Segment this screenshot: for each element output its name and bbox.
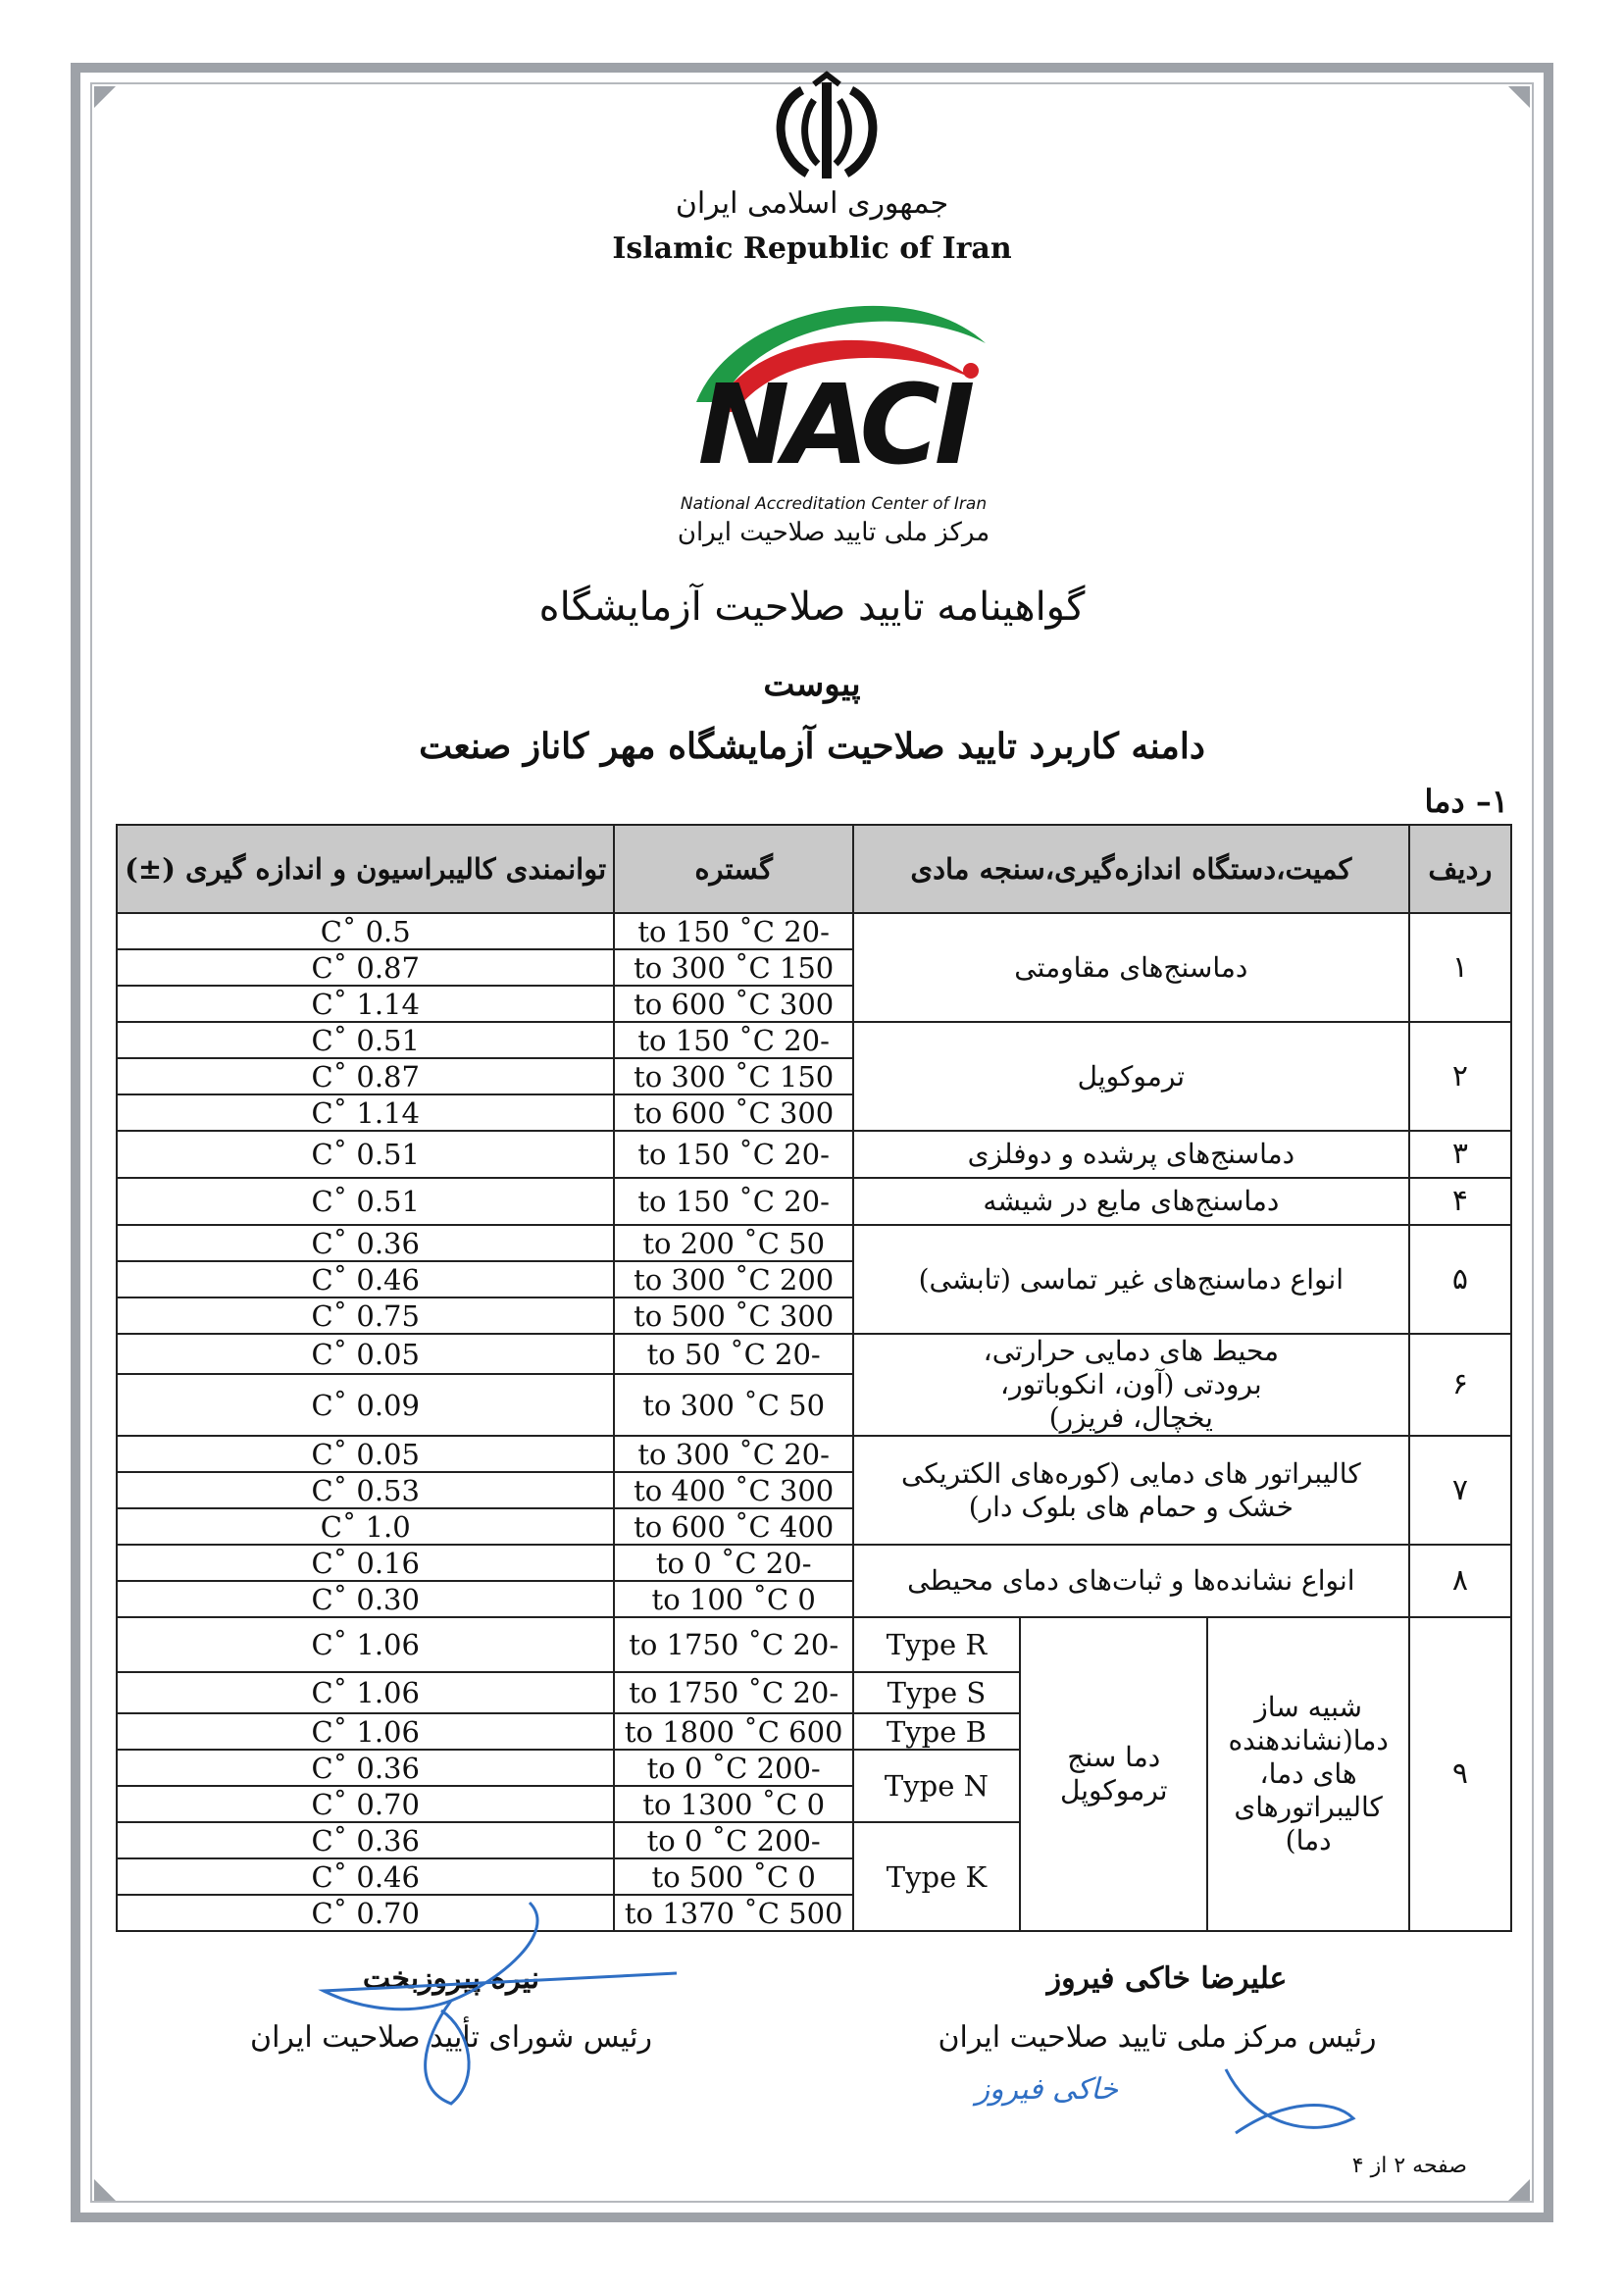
cmc-cell: 0.51 ˚C	[117, 1178, 614, 1225]
quantity-cell: کالیبراتور های دمایی (کوره‌های الکتریکی خشک و حمام های بلوک دار)	[853, 1436, 1409, 1545]
quantity-cell: دماسنج‌های پرشده و دوفلزی	[853, 1131, 1409, 1178]
thermocouple-type-cell: Type S	[853, 1672, 1020, 1713]
cmc-cell: 0.5 ˚C	[117, 913, 614, 949]
range-cell: 150 to 300 ˚C	[614, 949, 852, 986]
handwritten-signature-text: خاکی فیروز	[975, 2072, 1118, 2107]
signatory-left-title: رئیس شورای تأیید صلاحیت ایران	[250, 2020, 652, 2055]
section-title: ۱– دما	[1424, 783, 1508, 820]
naci-name-fa: مرکز ملی تایید صلاحیت ایران	[677, 518, 990, 547]
range-cell: 0 to 1300 ˚C	[614, 1786, 852, 1822]
cmc-cell: 0.30 ˚C	[117, 1581, 614, 1617]
row-number: ۳	[1409, 1131, 1511, 1178]
table-row	[117, 1436, 1511, 1472]
range-cell: 300 to 400 ˚C	[614, 1472, 852, 1508]
quantity-cell: محیط های دمایی حرارتی، برودتی (آون، انکوباتور، یخچال، فریزر)	[853, 1334, 1409, 1436]
quantity-cell: دماسنج‌های مایع در شیشه	[853, 1178, 1409, 1225]
cmc-cell: 0.05 ˚C	[117, 1334, 614, 1374]
naci-logo-word: NACI	[697, 362, 970, 489]
cmc-cell: 0.87 ˚C	[117, 1058, 614, 1094]
certificate-title: گواهینامه تایید صلاحیت آزمایشگاه	[538, 585, 1086, 630]
cmc-cell: 0.09 ˚C	[117, 1374, 614, 1436]
row-number: ۱	[1409, 913, 1511, 1022]
range-cell: -200 to 0 ˚C	[614, 1750, 852, 1786]
range-cell: 150 to 300 ˚C	[614, 1058, 852, 1094]
cmc-cell: 1.06 ˚C	[117, 1713, 614, 1750]
naci-name-en: National Accreditation Center of Iran	[680, 494, 988, 514]
thermocouple-type-cell: Type K	[853, 1822, 1020, 1931]
cmc-cell: 1.14 ˚C	[117, 986, 614, 1022]
range-cell: -20 to 150 ˚C	[614, 1022, 852, 1058]
cmc-cell: 0.16 ˚C	[117, 1545, 614, 1581]
range-cell: 50 to 200 ˚C	[614, 1225, 852, 1261]
quantity-cell: ترموکوپل	[853, 1022, 1409, 1131]
corner-ornament	[94, 86, 116, 108]
corner-ornament	[1508, 2179, 1530, 2201]
signatory-right-name: علیرضا خاکی فیروز	[1046, 1961, 1288, 1996]
header-range: گستره	[614, 825, 852, 913]
scope-table	[116, 824, 1512, 1932]
range-cell: -200 to 0 ˚C	[614, 1822, 852, 1858]
range-cell: 200 to 300 ˚C	[614, 1261, 852, 1297]
range-cell: -20 to 0 ˚C	[614, 1545, 852, 1581]
range-cell: -20 to 150 ˚C	[614, 1178, 852, 1225]
range-cell: 300 to 600 ˚C	[614, 1094, 852, 1131]
scope-title: دامنه کاربرد تایید صلاحیت آزمایشگاه مهر کاناز صنعت	[419, 726, 1205, 767]
handwritten-signature-right	[975, 2040, 1363, 2158]
range-cell: 0 to 100 ˚C	[614, 1581, 852, 1617]
table-row	[117, 1225, 1511, 1261]
page-number: صفحه ۲ از ۴	[1351, 2154, 1467, 2178]
thermocouple-type-cell: Type R	[853, 1617, 1020, 1672]
cmc-cell: 1.06 ˚C	[117, 1617, 614, 1672]
table-row	[117, 913, 1511, 949]
range-cell: 600 to 1800 ˚C	[614, 1713, 852, 1750]
quantity-cell: دماسنج‌های مقاومتی	[853, 913, 1409, 1022]
table-row	[117, 1334, 1511, 1374]
range-cell: 300 to 600 ˚C	[614, 986, 852, 1022]
republic-name-en: Islamic Republic of Iran	[612, 231, 1012, 266]
cmc-cell: 1.14 ˚C	[117, 1094, 614, 1131]
republic-name-fa: جمهوری اسلامی ایران	[675, 186, 949, 221]
corner-ornament	[94, 2179, 116, 2201]
signatory-right-title: رئیس مرکز ملی تایید صلاحیت ایران	[938, 2020, 1377, 2055]
cmc-cell: 0.51 ˚C	[117, 1131, 614, 1178]
quantity-cell: انواع نشانده‌ها و ثبات‌های دمای محیطی	[853, 1545, 1409, 1617]
header-quantity: کمیت،دستگاه اندازه‌گیری،سنجه مادی	[853, 825, 1409, 913]
corner-ornament	[1508, 86, 1530, 108]
iran-emblem-icon	[763, 71, 890, 188]
signatory-left-name: نیره پیروزبخت	[362, 1961, 540, 1996]
thermocouple-type-cell: Type N	[853, 1750, 1020, 1822]
quantity-cell: انواع دماسنج‌های غیر تماسی (تابشی)	[853, 1225, 1409, 1334]
cmc-cell: 0.36 ˚C	[117, 1822, 614, 1858]
cmc-cell: 0.70 ˚C	[117, 1786, 614, 1822]
range-cell: -20 to 300 ˚C	[614, 1436, 852, 1472]
range-cell: -20 to 1750 ˚C	[614, 1617, 852, 1672]
row-number: ۸	[1409, 1545, 1511, 1617]
table-row	[117, 1022, 1511, 1058]
range-cell: -20 to 50 ˚C	[614, 1334, 852, 1374]
row-number: ۹	[1409, 1617, 1511, 1931]
range-cell: -20 to 150 ˚C	[614, 913, 852, 949]
range-cell: 50 to 300 ˚C	[614, 1374, 852, 1436]
range-cell: 300 to 500 ˚C	[614, 1297, 852, 1334]
row-number: ۲	[1409, 1022, 1511, 1131]
cmc-cell: 0.46 ˚C	[117, 1261, 614, 1297]
table-row	[117, 1617, 1511, 1672]
header-cmc: توانمندی کالیبراسیون و اندازه گیری (±)	[117, 825, 614, 913]
cmc-cell: 0.36 ˚C	[117, 1225, 614, 1261]
cmc-cell: 0.46 ˚C	[117, 1858, 614, 1895]
row-number: ۵	[1409, 1225, 1511, 1334]
cmc-cell: 0.36 ˚C	[117, 1750, 614, 1786]
cmc-cell: 0.87 ˚C	[117, 949, 614, 986]
range-cell: -20 to 1750 ˚C	[614, 1672, 852, 1713]
row-number: ۴	[1409, 1178, 1511, 1225]
quantity-subtype-cell: دما سنج ترموکوپل	[1020, 1617, 1208, 1931]
cmc-cell: 0.75 ˚C	[117, 1297, 614, 1334]
cmc-cell: 0.53 ˚C	[117, 1472, 614, 1508]
cmc-cell: 1.0 ˚C	[117, 1508, 614, 1545]
cmc-cell: 1.06 ˚C	[117, 1672, 614, 1713]
row-number: ۷	[1409, 1436, 1511, 1545]
cmc-cell: 0.70 ˚C	[117, 1895, 614, 1931]
table-row	[117, 1178, 1511, 1225]
cmc-cell: 0.05 ˚C	[117, 1436, 614, 1472]
thermocouple-type-cell: Type B	[853, 1713, 1020, 1750]
range-cell: 500 to 1370 ˚C	[614, 1895, 852, 1931]
table-row	[117, 1131, 1511, 1178]
handwritten-signature-left	[304, 1893, 696, 2109]
table-row	[117, 1545, 1511, 1581]
range-cell: -20 to 150 ˚C	[614, 1131, 852, 1178]
table-header-row	[117, 825, 1511, 913]
annex-title: پیوست	[763, 665, 861, 704]
row-number: ۶	[1409, 1334, 1511, 1436]
range-cell: 400 to 600 ˚C	[614, 1508, 852, 1545]
quantity-cell: شبیه ساز دما(نشاندهنده های دما، کالیبراتورهای دما)	[1207, 1617, 1408, 1931]
range-cell: 0 to 500 ˚C	[614, 1858, 852, 1895]
cmc-cell: 0.51 ˚C	[117, 1022, 614, 1058]
header-row-number: ردیف	[1409, 825, 1511, 913]
